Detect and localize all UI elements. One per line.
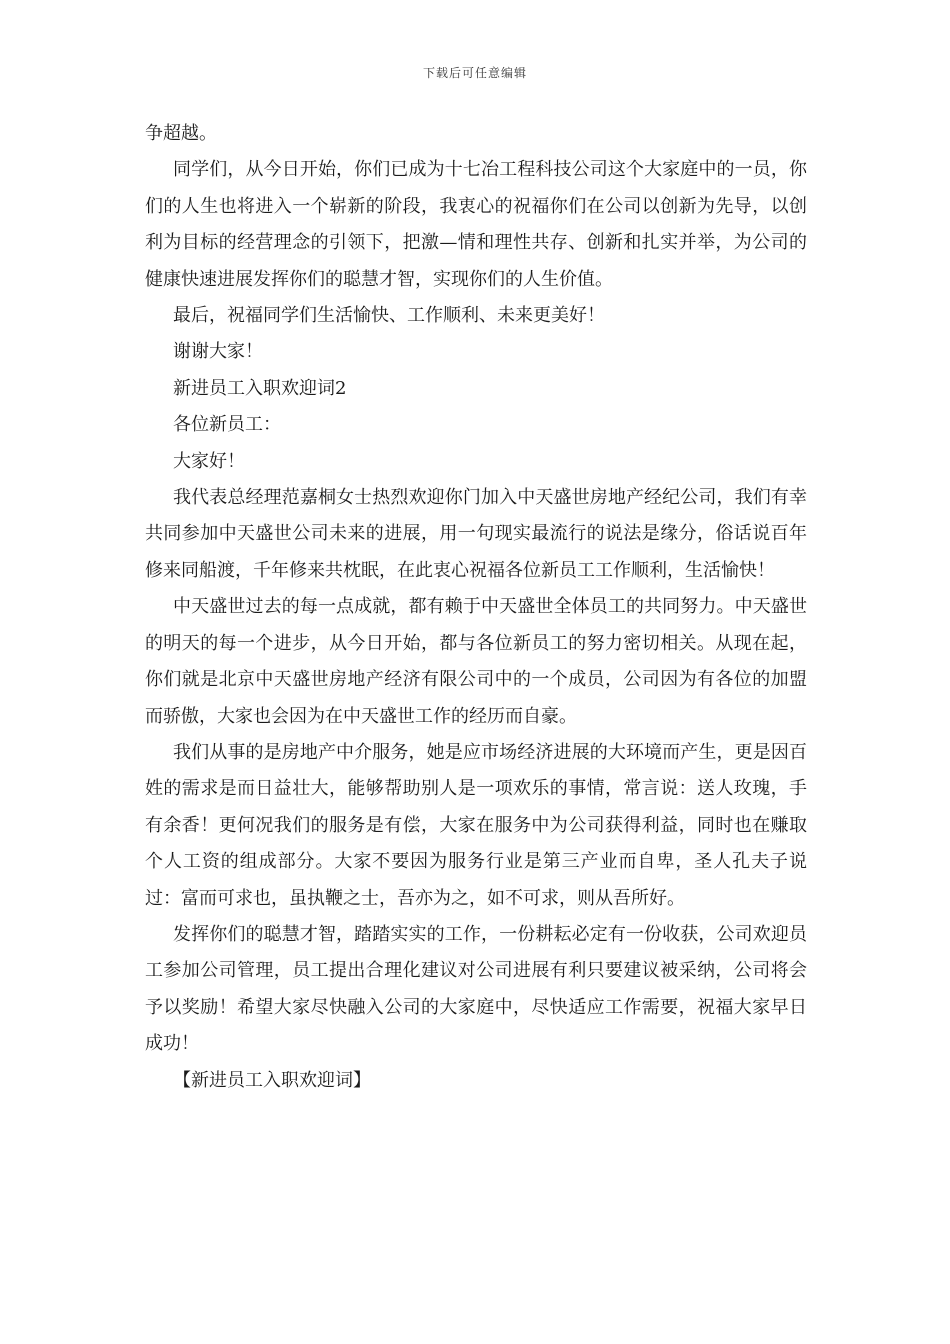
paragraph-continuation: 争超越。 [145,123,217,144]
paragraph: 中天盛世过去的每一点成就，都有赖于中天盛世全体员工的共同努力。中天盛世的明天的每一个进步，从今日开始，都与各位新员工的努力密切相关。从现在起，你们就是北京中天盛世房地产经济有限公司中的一个成员，公司因为有各位的加盟而骄傲，大家也会因为在中天盛世工作的经历而自豪。 [145,596,807,727]
salutation: 各位新员工： [173,414,281,436]
greeting: 大家好！ [173,450,245,472]
paragraph: 我代表总经理范嘉桐女士热烈欢迎你门加入中天盛世房地产经纪公司，我们有幸共同参加中天盛世公司未来的进展，用一句现实最流行的说法是缘分，俗话说百年修来同船渡，千年修来共枕眠，在此衷心祝福各位新员工工作顺利，生活愉快！ [145,487,807,581]
document-tag: 【新进员工入职欢迎词】 [173,1069,371,1091]
section-title: 新进员工入职欢迎词2 [173,377,347,399]
paragraph: 最后，祝福同学们生活愉快、工作顺利、未来更美好！ [173,305,605,327]
paragraph: 我们从事的是房地产中介服务，她是应市场经济进展的大环境而产生，更是因百姓的需求是而日益壮大，能够帮助别人是一项欢乐的事情，常言说：送人玫瑰，手有余香！更何况我们的服务是有偿，大家在服务中为公司获得利益，同时也在赚取个人工资的组成部分。大家不要因为服务行业是第三产业而自卑，圣人孔夫子说过：富而可求也，虽执鞭之士，吾亦为之，如不可求，则从吾所好。 [145,741,807,909]
paragraph: 谢谢大家！ [173,341,263,363]
page-header: 下载后可任意编辑 [422,66,527,80]
paragraph: 发挥你们的聪慧才智，踏踏实实的工作，一份耕耘必定有一份收获，公司欢迎员工参加公司管理，员工提出合理化建议对公司进展有利只要建议被采纳，公司将会予以奖励！希望大家尽快融入公司的大家庭中，尽快适应工作需要，祝福大家早日成功！ [145,923,807,1055]
document-body [145,116,807,1099]
paragraph: 同学们，从今日开始，你们已成为十七冶工程科技公司这个大家庭中的一员，你们的人生也将进入一个崭新的阶段，我衷心的祝福你们在公司以创新为先导，以创利为目标的经营理念的引领下，把激—情和理性共存、创新和扎实并举，为公司的健康快速进展发挥你们的聪慧才智，实现你们的人生价值。 [145,159,807,290]
